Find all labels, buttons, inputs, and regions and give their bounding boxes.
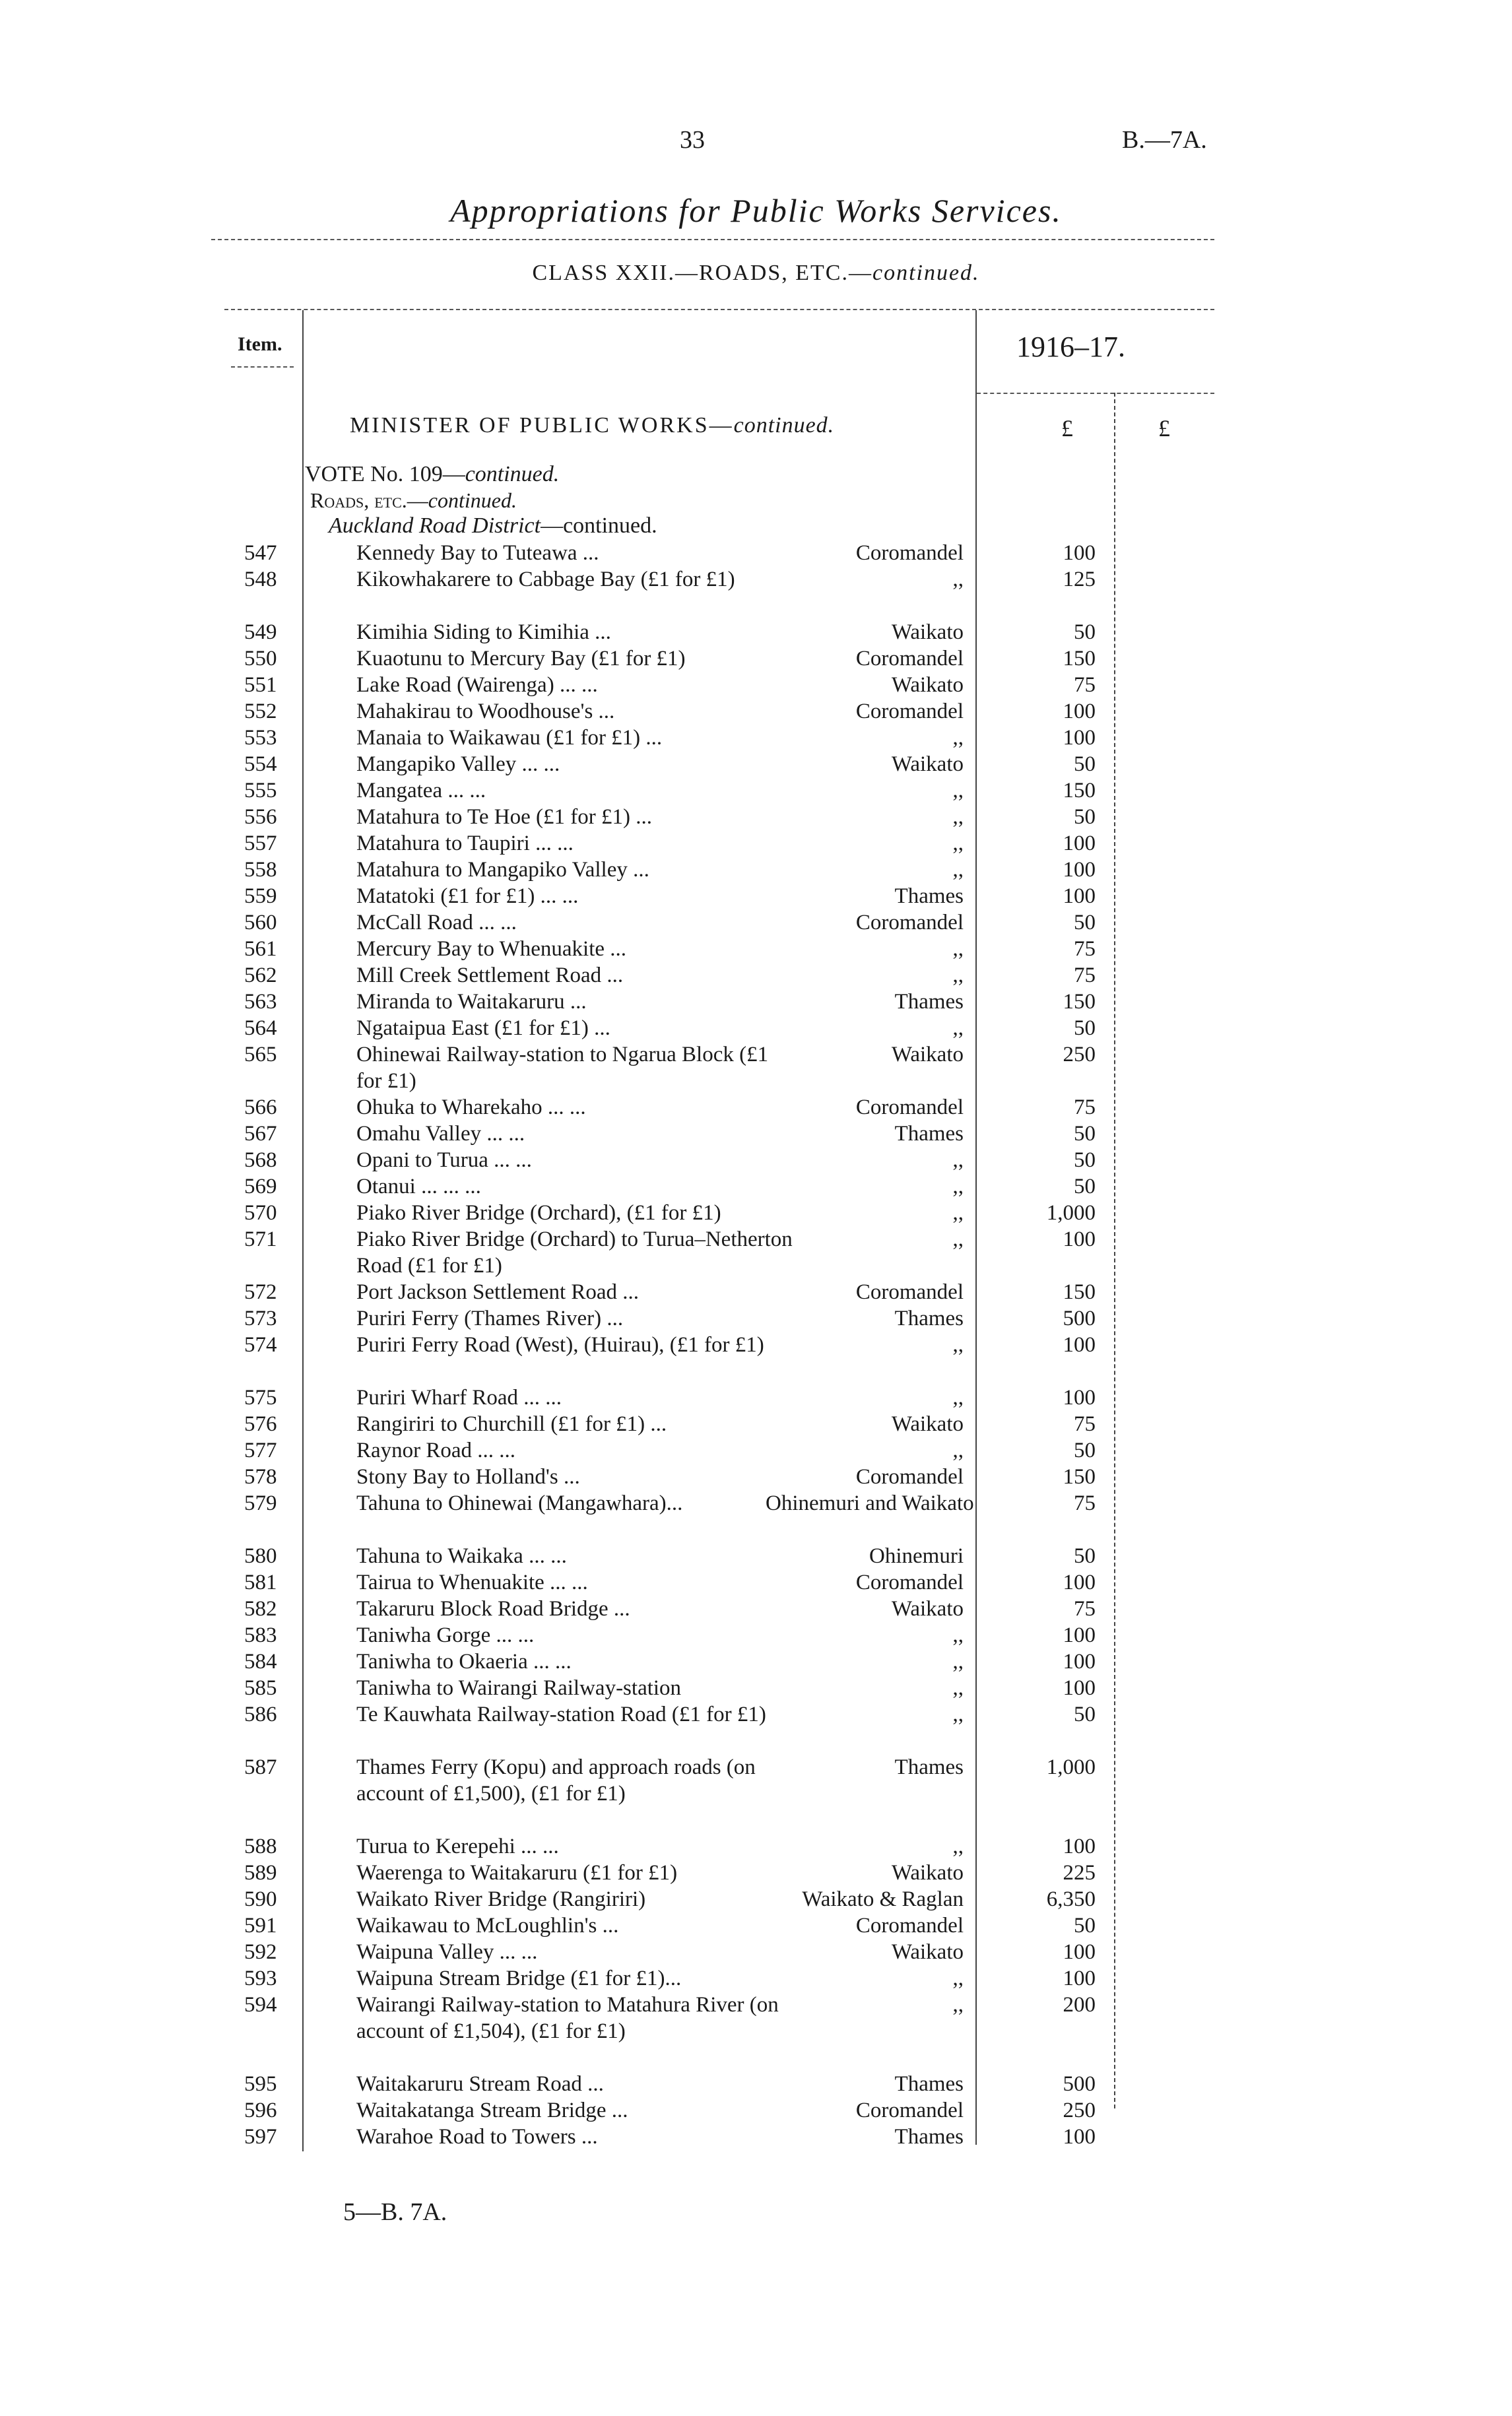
item-number: 575 [244,1386,277,1410]
district-name: Coromandel [855,1571,964,1594]
page-footer: 5—B. 7A. [343,2198,447,2226]
district-name: ,, [952,726,964,750]
road-description: Matahura to Te Hoe (£1 for £1) ... [356,805,652,829]
table-row [0,883,1512,909]
district-name: Thames [894,1122,964,1146]
amount-value: 100 [1063,1835,1096,1858]
district-name: Waikato [891,673,964,697]
table-row [0,2071,1512,2097]
district-name: ,, [952,1386,964,1410]
vote-heading-text: VOTE No. 109— [305,462,465,486]
district-name: Waikato [891,1861,964,1885]
district-name: Ohinemuri and Waikato [766,1491,974,1515]
road-description: Taniwha to Okaeria ... ... [356,1650,572,1674]
table-row [0,2124,1512,2150]
district-name: ,, [952,1650,964,1674]
district-name: Coromandel [855,1465,964,1489]
class-heading-text: CLASS XXII.—ROADS, ETC.— [532,261,872,285]
item-number: 564 [244,1016,277,1040]
road-description: Piako River Bridge (Orchard) to Turua–Netherton Road (£1 for £1) [356,1227,793,1278]
district-name: Waikato [891,620,964,644]
amount-value: 200 [1063,1993,1096,2017]
amount-value: 150 [1063,990,1096,1014]
table-row [0,1121,1512,1147]
road-description: Tahuna to Ohinewai (Mangawhara)... [356,1491,683,1515]
vote-heading [305,462,559,487]
roads-heading-text: Roads, etc.— [310,488,428,512]
amount-value: 225 [1063,1861,1096,1885]
district-name: Coromandel [855,1914,964,1938]
road-description: Taniwha to Wairangi Railway-station [356,1676,682,1700]
amount-value: 1,000 [1046,1201,1096,1225]
amount-value: 100 [1063,2125,1096,2149]
table-row [0,1385,1512,1411]
item-number: 562 [244,963,277,987]
table-row [0,1147,1512,1173]
table-row [0,1649,1512,1675]
road-description: Puriri Wharf Road ... ... [356,1386,562,1410]
table-row [0,1754,1512,1833]
road-description: Omahu Valley ... ... [356,1122,525,1146]
item-number: 578 [244,1465,277,1489]
road-description: Stony Bay to Holland's ... [356,1465,580,1489]
amount-value: 500 [1063,1307,1096,1330]
table-row [0,1411,1512,1437]
amount-value: 150 [1063,1465,1096,1489]
district-heading-continued: —continued. [541,513,657,538]
road-description: Opani to Turua ... ... [356,1148,532,1172]
district-name: Ohinemuri [869,1544,964,1568]
item-number: 548 [244,568,277,591]
district-name: ,, [952,1993,964,2017]
item-number: 582 [244,1597,277,1621]
amount-value: 100 [1063,726,1096,750]
road-description: Piako River Bridge (Orchard), (£1 for £1) [356,1201,721,1225]
item-number: 569 [244,1175,277,1198]
district-name: ,, [952,1676,964,1700]
amount-value: 125 [1063,568,1096,591]
table-row [0,1912,1512,1939]
item-number: 552 [244,700,277,723]
item-number: 580 [244,1544,277,1568]
district-name: Waikato [891,1940,964,1964]
district-name: Coromandel [855,2099,964,2122]
district-name: Thames [894,2072,964,2096]
item-number: 553 [244,726,277,750]
item-number: 565 [244,1043,277,1066]
amount-value: 150 [1063,647,1096,670]
item-number: 549 [244,620,277,644]
road-description: Matatoki (£1 for £1) ... ... [356,884,579,908]
amount-value: 50 [1074,620,1096,644]
page-title: Appropriations for Public Works Services. [450,192,1062,229]
road-description: Takaruru Block Road Bridge ... [356,1597,630,1621]
road-description: Miranda to Waitakaruru ... [356,990,587,1014]
table-row [0,672,1512,698]
district-name: ,, [952,963,964,987]
road-description: Waipuna Valley ... ... [356,1940,538,1964]
item-number: 557 [244,832,277,855]
item-number: 586 [244,1703,277,1726]
table-row [0,1437,1512,1464]
item-number: 561 [244,937,277,961]
item-number: 558 [244,858,277,882]
amount-value: 50 [1074,1703,1096,1726]
table-row [0,1860,1512,1886]
district-name: Waikato [891,752,964,776]
road-description: Kennedy Bay to Tuteawa ... [356,541,599,565]
amount-value: 250 [1063,1043,1096,1066]
amount-value: 6,350 [1046,1887,1096,1911]
table-row [0,1094,1512,1121]
road-description: Waikato River Bridge (Rangiriri) [356,1887,646,1911]
table-row [0,857,1512,883]
item-number: 588 [244,1835,277,1858]
road-description: McCall Road ... ... [356,911,517,934]
table-row [0,1279,1512,1305]
road-description: Waitakaruru Stream Road ... [356,2072,604,2096]
district-name: ,, [952,1439,964,1462]
district-name: Coromandel [855,1095,964,1119]
item-number: 590 [244,1887,277,1911]
year-header-rule [977,393,1214,394]
item-number: 551 [244,673,277,697]
amount-value: 100 [1063,884,1096,908]
item-number: 595 [244,2072,277,2096]
amount-value: 50 [1074,911,1096,934]
road-description: Taniwha Gorge ... ... [356,1623,535,1647]
item-number: 576 [244,1412,277,1436]
table-row [0,2097,1512,2124]
road-description: Waitakatanga Stream Bridge ... [356,2099,628,2122]
amount-value: 50 [1074,752,1096,776]
district-name: Waikato [891,1412,964,1436]
district-name: ,, [952,1016,964,1040]
table-row [0,1833,1512,1860]
item-number: 556 [244,805,277,829]
district-name: ,, [952,1333,964,1357]
amount-value: 75 [1074,937,1096,961]
table-row [0,1675,1512,1701]
amount-value: 100 [1063,1333,1096,1357]
item-number: 566 [244,1095,277,1119]
amount-value: 50 [1074,805,1096,829]
item-number: 550 [244,647,277,670]
table-row [0,751,1512,777]
district-name: ,, [952,858,964,882]
roads-heading-continued: continued. [428,488,517,512]
table-row [0,1543,1512,1569]
district-name: Thames [894,884,964,908]
amount-value: 100 [1063,1227,1096,1251]
road-description: Warahoe Road to Towers ... [356,2125,598,2149]
road-description: Te Kauwhata Railway-station Road (£1 for £1) [356,1703,766,1726]
road-description: Rangiriri to Churchill (£1 for £1) ... [356,1412,667,1436]
amount-value: 250 [1063,2099,1096,2122]
amount-value: 100 [1063,1940,1096,1964]
class-heading-continued: continued. [872,261,980,285]
item-number: 563 [244,990,277,1014]
district-name: Coromandel [855,700,964,723]
item-number: 573 [244,1307,277,1330]
amount-value: 75 [1074,673,1096,697]
amount-value: 75 [1074,963,1096,987]
district-name: Coromandel [855,911,964,934]
amount-value: 100 [1063,832,1096,855]
road-description: Kimihia Siding to Kimihia ... [356,620,611,644]
table-row [0,909,1512,936]
amount-value: 100 [1063,1967,1096,1990]
district-name: Thames [894,990,964,1014]
table-row [0,804,1512,830]
road-description: Raynor Road ... ... [356,1439,516,1462]
amount-value: 50 [1074,1016,1096,1040]
table-top-rule [224,309,1214,310]
item-number: 583 [244,1623,277,1647]
item-number: 579 [244,1491,277,1515]
district-name: Thames [894,1755,964,1779]
table-row [0,830,1512,857]
table-row [0,1305,1512,1332]
page-number: 33 [680,126,705,154]
road-description: Turua to Kerepehi ... ... [356,1835,559,1858]
class-heading [0,261,1512,286]
table-row [0,1701,1512,1754]
item-number: 571 [244,1227,277,1251]
item-number: 559 [244,884,277,908]
district-name: ,, [952,1148,964,1172]
item-number: 589 [244,1861,277,1885]
item-number: 592 [244,1940,277,1964]
road-description: Kikowhakarere to Cabbage Bay (£1 for £1) [356,568,735,591]
table-row [0,1041,1512,1094]
amount-value: 100 [1063,858,1096,882]
title-rule [211,239,1214,240]
road-description: Waikawau to McLoughlin's ... [356,1914,619,1938]
table-row [0,1490,1512,1543]
table-row [0,1173,1512,1200]
table-row [0,777,1512,804]
district-name: Coromandel [855,647,964,670]
table-row [0,1622,1512,1649]
road-description: Waipuna Stream Bridge (£1 for £1)... [356,1967,682,1990]
district-name: ,, [952,1623,964,1647]
minister-heading-continued: continued. [733,413,835,438]
minister-heading-text: MINISTER OF PUBLIC WORKS— [350,413,734,438]
table-row [0,1200,1512,1226]
item-number: 593 [244,1967,277,1990]
district-name: ,, [952,779,964,802]
district-name: ,, [952,937,964,961]
district-name: ,, [952,1227,964,1251]
document-reference: B.—7A. [1122,126,1207,154]
amount-value: 1,000 [1046,1755,1096,1779]
item-number: 587 [244,1755,277,1779]
road-description: Mercury Bay to Whenuakite ... [356,937,627,961]
amount-value: 50 [1074,1148,1096,1172]
table-row [0,1939,1512,1965]
item-number: 554 [244,752,277,776]
table-row [0,1226,1512,1279]
amount-value: 50 [1074,1122,1096,1146]
amount-value: 100 [1063,1676,1096,1700]
road-description: Tairua to Whenuakite ... ... [356,1571,588,1594]
district-name: Thames [894,1307,964,1330]
item-number: 570 [244,1201,277,1225]
road-description: Mangapiko Valley ... ... [356,752,560,776]
road-description: Ngataipua East (£1 for £1) ... [356,1016,610,1040]
table-row [0,962,1512,989]
district-name: Coromandel [855,1280,964,1304]
road-description: Ohinewai Railway-station to Ngarua Block (£1 for £1) [356,1043,769,1093]
table-row [0,619,1512,645]
road-description: Mill Creek Settlement Road ... [356,963,624,987]
amount-value: 75 [1074,1597,1096,1621]
item-header-rule [231,366,294,368]
item-number: 577 [244,1439,277,1462]
road-description: Waerenga to Waitakaruru (£1 for £1) [356,1861,678,1885]
amount-value: 150 [1063,1280,1096,1304]
table-row [0,1015,1512,1041]
amount-value: 50 [1074,1914,1096,1938]
district-name: ,, [952,1967,964,1990]
amount-value: 50 [1074,1439,1096,1462]
table-row [0,1464,1512,1490]
table-row [0,1332,1512,1385]
item-number: 560 [244,911,277,934]
item-number: 572 [244,1280,277,1304]
district-name: ,, [952,832,964,855]
amount-value: 100 [1063,1386,1096,1410]
item-number: 584 [244,1650,277,1674]
item-number: 585 [244,1676,277,1700]
year-column-header: 1916–17. [1016,331,1125,363]
item-number: 591 [244,1914,277,1938]
district-name: ,, [952,805,964,829]
table-row [0,989,1512,1015]
road-description: Puriri Ferry Road (West), (Huirau), (£1 for £1) [356,1333,764,1357]
amount-value: 50 [1074,1175,1096,1198]
road-description: Mahakirau to Woodhouse's ... [356,700,615,723]
road-description: Wairangi Railway-station to Matahura River (on account of £1,504), (£1 for £1) [356,1993,779,2043]
road-description: Ohuka to Wharekaho ... ... [356,1095,586,1119]
district-name: Waikato [891,1043,964,1066]
district-name: Thames [894,2125,964,2149]
district-name: ,, [952,1175,964,1198]
amount-value: 100 [1063,700,1096,723]
road-description: Puriri Ferry (Thames River) ... [356,1307,624,1330]
table-row [0,1992,1512,2071]
item-number: 547 [244,541,277,565]
pound-column-1-header: £ [1061,415,1073,441]
amount-value: 75 [1074,1491,1096,1515]
item-number: 596 [244,2099,277,2122]
item-column-header: Item. [238,333,282,355]
table-row [0,725,1512,751]
amount-value: 75 [1074,1095,1096,1119]
district-name: ,, [952,568,964,591]
item-number: 574 [244,1333,277,1357]
pound-column-2-header: £ [1158,415,1170,441]
road-description: Otanui ... ... ... [356,1175,481,1198]
item-number: 594 [244,1993,277,2017]
road-description: Thames Ferry (Kopu) and approach roads (on account of £1,500), (£1 for £1) [356,1755,756,1806]
district-heading-text: Auckland Road District [329,513,541,538]
amount-value: 100 [1063,1650,1096,1674]
district-name: Waikato [891,1597,964,1621]
road-description: Lake Road (Wairenga) ... ... [356,673,598,697]
table-row [0,540,1512,566]
road-description: Manaia to Waikawau (£1 for £1) ... [356,726,663,750]
amount-value: 500 [1063,2072,1096,2096]
table-row [0,566,1512,619]
table-row [0,1596,1512,1622]
district-heading [329,513,657,539]
table-row [0,1886,1512,1912]
amount-value: 75 [1074,1412,1096,1436]
road-description: Kuaotunu to Mercury Bay (£1 for £1) [356,647,686,670]
road-description: Matahura to Taupiri ... ... [356,832,574,855]
road-description: Port Jackson Settlement Road ... [356,1280,640,1304]
item-number: 597 [244,2125,277,2149]
road-description: Tahuna to Waikaka ... ... [356,1544,567,1568]
amount-value: 100 [1063,1623,1096,1647]
item-number: 568 [244,1148,277,1172]
district-name: ,, [952,1835,964,1858]
amount-value: 100 [1063,1571,1096,1594]
amount-value: 50 [1074,1544,1096,1568]
road-description: Matahura to Mangapiko Valley ... [356,858,649,882]
amount-value: 150 [1063,779,1096,802]
roads-heading [310,488,517,513]
item-number: 581 [244,1571,277,1594]
amount-value: 100 [1063,541,1096,565]
minister-heading [350,413,834,438]
district-name: ,, [952,1703,964,1726]
item-number: 567 [244,1122,277,1146]
item-number: 555 [244,779,277,802]
table-row [0,645,1512,672]
table-row [0,698,1512,725]
district-name: ,, [952,1201,964,1225]
table-row [0,936,1512,962]
district-name: Waikato & Raglan [802,1887,964,1911]
table-row [0,1965,1512,1992]
district-name: Coromandel [855,541,964,565]
road-description: Mangatea ... ... [356,779,486,802]
vote-heading-continued: continued. [465,462,560,486]
table-row [0,1569,1512,1596]
